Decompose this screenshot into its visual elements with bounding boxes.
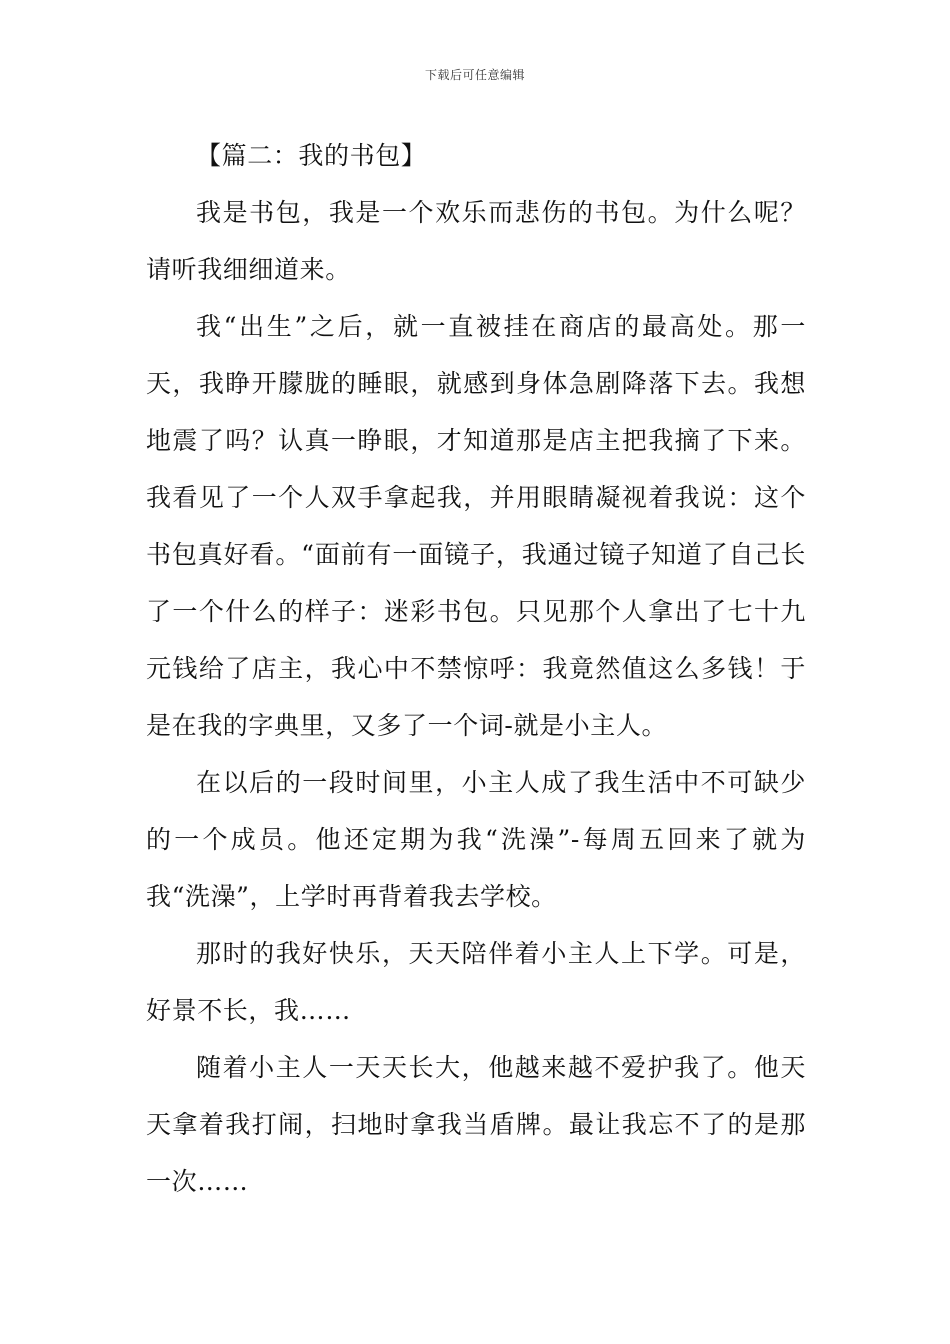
- page-header-note: 下载后可任意编辑: [424, 68, 525, 82]
- paragraph-1: 我是书包，我是一个欢乐而悲伤的书包。为什么呢？请听我细细道来。: [146, 198, 806, 284]
- paragraph-3: 在以后的一段时间里，小主人成了我生活中不可缺少的一个成员。他还定期为我“洗澡”-每周五回来了就为我“洗澡”，上学时再背着我去学校。: [146, 768, 806, 911]
- paragraph-2: 我“出生”之后，就一直被挂在商店的最高处。那一天，我睁开朦胧的睡眼，就感到身体急剧降落下去。我想地震了吗？认真一睁眼，才知道那是店主把我摘了下来。我看见了一个人双手拿起我，并用眼睛凝视着我说：这个书包真好看。“面前有一面镜子，我通过镜子知道了自己长了一个什么的样子：迷彩书包。只见那个人拿出了七十九元钱给了店主，我心中不禁惊呼：我竟然值这么多钱！于是在我的字典里，又多了一个词-就是小主人。: [146, 312, 806, 740]
- article-body: [146, 127, 806, 1210]
- paragraph-4: 那时的我好快乐，天天陪伴着小主人上下学。可是，好景不长，我……: [146, 939, 806, 1025]
- article-title: 【篇二：我的书包】: [196, 141, 427, 170]
- paragraph-5: 随着小主人一天天长大，他越来越不爱护我了。他天天拿着我打闹，扫地时拿我当盾牌。最让我忘不了的是那一次……: [146, 1053, 806, 1196]
